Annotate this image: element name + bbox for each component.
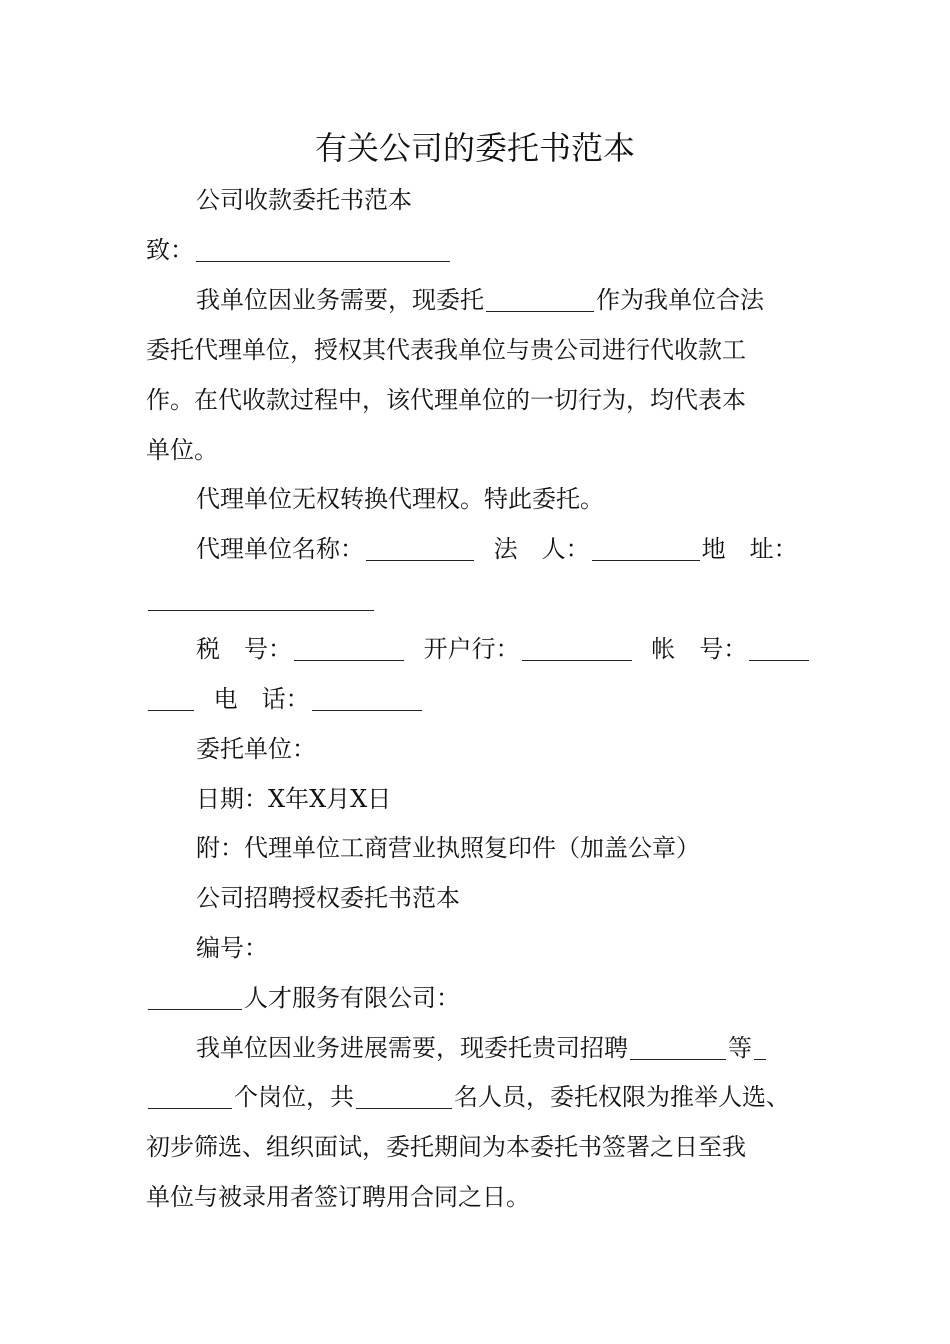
blank-address: [148, 586, 374, 611]
blank-company: [148, 985, 242, 1010]
text-segment: 我单位因业务需要，现委托: [196, 286, 484, 314]
number-line: 编号：: [196, 934, 268, 962]
paragraph-line: 单位。: [146, 436, 218, 464]
agent-info-line: [196, 532, 798, 566]
tax-no-label: 税 号：: [196, 635, 292, 663]
blank-account: [749, 636, 809, 661]
blank-agent: [486, 287, 594, 312]
blank-legal-person: [592, 536, 700, 561]
agent-name-label: 代理单位名称：: [196, 535, 364, 563]
address-label: 地 址：: [701, 535, 798, 563]
legal-person-label: 法 人：: [493, 535, 590, 563]
blank-count-start: [754, 1035, 766, 1060]
blank-tax-no: [294, 636, 404, 661]
blank-account-cont: [148, 686, 194, 711]
section-heading-recruit: 公司招聘授权委托书范本: [196, 884, 460, 912]
blank-agent-name: [366, 536, 474, 561]
principal-line: 委托单位：: [196, 735, 316, 763]
recipient-line: [146, 981, 460, 1015]
paragraph-line: [196, 283, 764, 317]
attachment-line: 附：代理单位工商营业执照复印件（加盖公章）: [196, 834, 700, 862]
text-segment: 作为我单位合法: [596, 286, 764, 314]
to-label: 致：: [146, 236, 194, 264]
phone-line: [146, 682, 424, 716]
paragraph-line: 作。在代收款过程中，该代理单位的一切行为，均代表本: [146, 386, 746, 414]
blank-position: [630, 1035, 726, 1060]
blank-phone: [312, 686, 422, 711]
blank-count: [148, 1084, 232, 1109]
blank-recipient: [196, 237, 450, 262]
to-line: [146, 233, 452, 267]
date-line: 日期：X年X月X日: [196, 785, 392, 813]
text-segment: 等: [728, 1034, 752, 1062]
text-segment: 我单位因业务进展需要，现委托贵司招聘: [196, 1034, 628, 1062]
bank-label: 开户行：: [423, 635, 520, 663]
recipient-suffix: 人才服务有限公司：: [244, 984, 460, 1012]
phone-label: 电 话：: [213, 685, 310, 713]
section-heading-collection: 公司收款委托书范本: [196, 186, 412, 214]
address-blank-line: [146, 582, 376, 616]
document-title: 有关公司的委托书范本: [314, 129, 635, 167]
paragraph-line: [196, 1031, 768, 1065]
paragraph-line: 代理单位无权转换代理权。特此委托。: [196, 485, 604, 513]
paragraph-line: 初步筛选、组织面试，委托期间为本委托书签署之日至我: [146, 1133, 746, 1161]
blank-bank: [522, 636, 632, 661]
text-segment: 名人员，委托权限为推举人选、: [454, 1083, 790, 1111]
account-label: 帐 号：: [651, 635, 748, 663]
paragraph-line: 委托代理单位，授权其代表我单位与贵公司进行代收款工: [146, 336, 746, 364]
paragraph-line: 单位与被录用者签订聘用合同之日。: [146, 1183, 530, 1211]
blank-people: [356, 1084, 452, 1109]
paragraph-line: [146, 1080, 790, 1114]
text-segment: 个岗位，共: [234, 1083, 354, 1111]
tax-info-line: [196, 632, 811, 666]
